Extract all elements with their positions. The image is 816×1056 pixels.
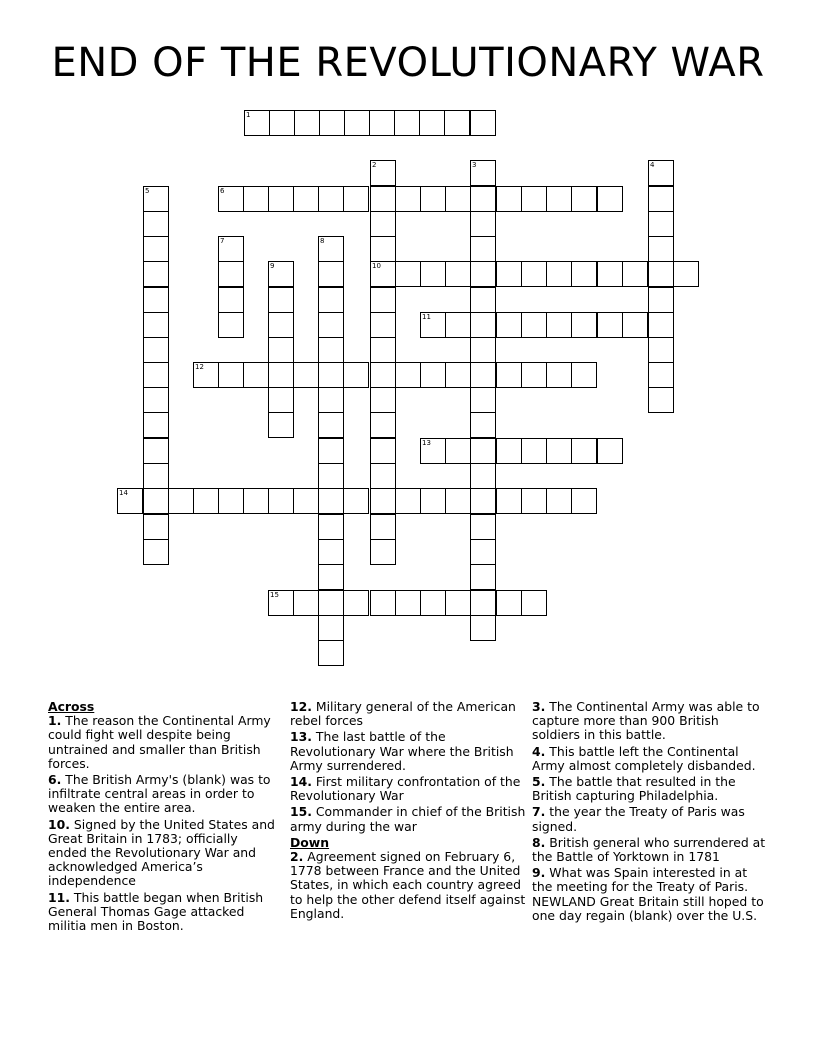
grid-cell[interactable] xyxy=(193,488,219,514)
clue-column-1 xyxy=(48,700,280,935)
grid-cell[interactable] xyxy=(318,261,344,287)
grid-cell[interactable] xyxy=(117,488,143,514)
grid-cell[interactable] xyxy=(496,488,522,514)
grid-cell[interactable] xyxy=(395,261,421,287)
grid-cell[interactable] xyxy=(143,387,169,413)
grid-cell[interactable] xyxy=(318,539,344,565)
clue-number: 11 xyxy=(422,313,431,321)
clue-down-2[interactable]: 2. Agreement signed on February 6, 1778 between France and the United States, in which each country agreed to help the other defend itself against England. xyxy=(290,849,526,921)
grid-cell[interactable] xyxy=(143,438,169,464)
grid-cell[interactable] xyxy=(521,261,547,287)
grid-cell[interactable] xyxy=(496,186,522,212)
grid-cell[interactable] xyxy=(571,186,597,212)
grid-cell[interactable] xyxy=(143,211,169,237)
grid-cell[interactable] xyxy=(546,438,572,464)
grid-cell[interactable] xyxy=(370,463,396,489)
grid-cell[interactable] xyxy=(243,186,269,212)
grid-cell[interactable] xyxy=(143,287,169,313)
grid-cell[interactable] xyxy=(496,438,522,464)
grid-cell[interactable] xyxy=(318,590,344,616)
grid-cell[interactable] xyxy=(370,211,396,237)
grid-cell[interactable] xyxy=(218,261,244,287)
grid-cell[interactable] xyxy=(496,362,522,388)
clue-number: 4 xyxy=(650,161,655,169)
grid-cell[interactable] xyxy=(648,211,674,237)
grid-cell[interactable] xyxy=(546,186,572,212)
clue-number: 14 xyxy=(119,489,128,497)
grid-cell[interactable] xyxy=(470,564,496,590)
grid-cell[interactable] xyxy=(648,337,674,363)
grid-cell[interactable] xyxy=(571,438,597,464)
across-header: Across xyxy=(48,699,95,714)
grid-cell[interactable] xyxy=(370,438,396,464)
grid-cell[interactable] xyxy=(546,261,572,287)
grid-cell[interactable] xyxy=(268,186,294,212)
grid-cell[interactable] xyxy=(470,463,496,489)
grid-cell[interactable] xyxy=(318,312,344,338)
grid-cell[interactable] xyxy=(571,312,597,338)
grid-cell[interactable] xyxy=(218,312,244,338)
clue-number: 7 xyxy=(220,237,225,245)
grid-cell[interactable] xyxy=(293,186,319,212)
grid-cell[interactable] xyxy=(268,312,294,338)
grid-cell[interactable] xyxy=(218,362,244,388)
grid-cell[interactable] xyxy=(370,539,396,565)
clue-across-11[interactable]: 11. This battle began when British General Thomas Gage attacked militia men in Boston. xyxy=(48,889,264,934)
grid-cell[interactable] xyxy=(143,463,169,489)
grid-cell[interactable] xyxy=(470,337,496,363)
clue-across-12[interactable]: 12. Military general of the American rebel forces xyxy=(290,699,516,729)
grid-cell[interactable] xyxy=(648,160,674,186)
grid-cell[interactable] xyxy=(571,362,597,388)
grid-cell[interactable] xyxy=(343,590,369,616)
grid-cell[interactable] xyxy=(218,186,244,212)
clue-number: 8 xyxy=(320,237,325,245)
grid-cell[interactable] xyxy=(268,287,294,313)
clue-number: 9 xyxy=(270,262,275,270)
grid-cell[interactable] xyxy=(268,590,294,616)
grid-cell[interactable] xyxy=(521,312,547,338)
grid-cell[interactable] xyxy=(470,438,496,464)
grid-cell[interactable] xyxy=(546,488,572,514)
grid-cell[interactable] xyxy=(470,590,496,616)
grid-cell[interactable] xyxy=(143,312,169,338)
grid-cell[interactable] xyxy=(470,261,496,287)
grid-cell[interactable] xyxy=(597,438,623,464)
grid-cell[interactable] xyxy=(268,488,294,514)
clue-across-10[interactable]: 10. Signed by the United States and Great Britain in 1783; officially ended the Revolutionary War and acknowledged America’s independence xyxy=(48,816,275,889)
grid-cell[interactable] xyxy=(370,387,396,413)
grid-cell[interactable] xyxy=(597,186,623,212)
grid-cell[interactable] xyxy=(470,186,496,212)
clue-number: 5 xyxy=(145,187,150,195)
grid-cell[interactable] xyxy=(395,590,421,616)
grid-cell[interactable] xyxy=(244,110,270,136)
grid-cell[interactable] xyxy=(318,337,344,363)
grid-cell[interactable] xyxy=(318,387,344,413)
grid-cell[interactable] xyxy=(168,488,194,514)
grid-cell[interactable] xyxy=(394,110,420,136)
clue-number: 1 xyxy=(246,111,251,119)
grid-cell[interactable] xyxy=(420,312,446,338)
clue-number: 13 xyxy=(422,439,431,447)
grid-cell[interactable] xyxy=(268,412,294,438)
grid-cell[interactable] xyxy=(218,236,244,262)
grid-cell[interactable] xyxy=(343,186,369,212)
grid-cell[interactable] xyxy=(370,590,396,616)
clue-column-3 xyxy=(532,700,768,925)
grid-cell[interactable] xyxy=(318,615,344,641)
grid-cell[interactable] xyxy=(143,412,169,438)
clue-down-8[interactable]: 8. British general who surrendered at the Battle of Yorktown in 1781 xyxy=(532,834,766,865)
grid-cell[interactable] xyxy=(269,110,295,136)
grid-cell[interactable] xyxy=(268,261,294,287)
clue-across-13[interactable]: 13. The last battle of the Revolutionary War where the British Army surrendered. xyxy=(290,729,514,773)
grid-cell[interactable] xyxy=(622,261,648,287)
clue-across-1[interactable]: 1. The reason the Continental Army could fight well despite being untrained and smaller than British forces. xyxy=(48,713,271,771)
grid-cell[interactable] xyxy=(496,590,522,616)
grid-cell[interactable] xyxy=(243,488,269,514)
clue-across-6[interactable]: 6. The British Army's (blank) was to infiltrate central areas in order to weaken the entire area. xyxy=(48,772,271,816)
grid-cell[interactable] xyxy=(218,488,244,514)
grid-cell[interactable] xyxy=(470,514,496,540)
grid-cell[interactable] xyxy=(470,362,496,388)
down-header: Down xyxy=(290,834,330,850)
clue-number: 6 xyxy=(220,187,225,195)
grid-cell[interactable] xyxy=(420,590,446,616)
grid-cell[interactable] xyxy=(470,539,496,565)
grid-cell[interactable] xyxy=(470,236,496,262)
grid-cell[interactable] xyxy=(673,261,699,287)
clue-down-9[interactable]: 9. What was Spain interested in at the meeting for the Treaty of Paris. NEWLAND Great Britain still hoped to one day regain (blank) over the U.S. xyxy=(532,865,764,923)
grid-cell[interactable] xyxy=(571,488,597,514)
grid-cell[interactable] xyxy=(343,362,369,388)
grid-cell[interactable] xyxy=(318,236,344,262)
clue-number: 12 xyxy=(195,363,204,371)
grid-cell[interactable] xyxy=(370,488,396,514)
grid-cell[interactable] xyxy=(648,362,674,388)
grid-cell[interactable] xyxy=(268,387,294,413)
grid-cell[interactable] xyxy=(470,160,496,186)
grid-cell[interactable] xyxy=(445,362,471,388)
grid-cell[interactable] xyxy=(521,438,547,464)
grid-cell[interactable] xyxy=(268,337,294,363)
grid-cell[interactable] xyxy=(293,590,319,616)
grid-cell[interactable] xyxy=(370,337,396,363)
clue-number: 2 xyxy=(372,161,377,169)
grid-cell[interactable] xyxy=(143,186,169,212)
grid-cell[interactable] xyxy=(370,160,396,186)
clue-number: 3 xyxy=(472,161,477,169)
grid-cell[interactable] xyxy=(419,110,445,136)
grid-cell[interactable] xyxy=(420,438,446,464)
grid-cell[interactable] xyxy=(470,387,496,413)
grid-cell[interactable] xyxy=(395,362,421,388)
grid-cell[interactable] xyxy=(648,387,674,413)
clue-down-3[interactable]: 3. The Continental Army was able to capture more than 900 British soldiers in this battle. xyxy=(532,699,760,743)
grid-cell[interactable] xyxy=(521,488,547,514)
grid-cell[interactable] xyxy=(470,488,496,514)
clue-number: 10 xyxy=(372,262,381,270)
grid-cell[interactable] xyxy=(395,488,421,514)
grid-cell[interactable] xyxy=(470,615,496,641)
grid-cell[interactable] xyxy=(293,488,319,514)
grid-cell[interactable] xyxy=(648,186,674,212)
grid-cell[interactable] xyxy=(319,110,345,136)
grid-cell[interactable] xyxy=(370,412,396,438)
grid-cell[interactable] xyxy=(521,186,547,212)
grid-cell[interactable] xyxy=(294,110,320,136)
grid-cell[interactable] xyxy=(420,261,446,287)
grid-cell[interactable] xyxy=(318,514,344,540)
grid-cell[interactable] xyxy=(370,312,396,338)
grid-cell[interactable] xyxy=(143,362,169,388)
grid-cell[interactable] xyxy=(318,186,344,212)
grid-cell[interactable] xyxy=(143,236,169,262)
grid-cell[interactable] xyxy=(496,261,522,287)
grid-cell[interactable] xyxy=(243,362,269,388)
grid-cell[interactable] xyxy=(344,110,370,136)
grid-cell[interactable] xyxy=(143,488,169,514)
grid-cell[interactable] xyxy=(521,590,547,616)
grid-cell[interactable] xyxy=(470,287,496,313)
grid-cell[interactable] xyxy=(193,362,219,388)
clue-down-5[interactable]: 5. The battle that resulted in the British capturing Philadelphia. xyxy=(532,774,736,804)
grid-cell[interactable] xyxy=(648,261,674,287)
grid-cell[interactable] xyxy=(445,186,471,212)
grid-cell[interactable] xyxy=(470,211,496,237)
clue-column-2 xyxy=(290,700,526,923)
grid-cell[interactable] xyxy=(318,640,344,666)
grid-cell[interactable] xyxy=(143,261,169,287)
grid-cell[interactable] xyxy=(445,261,471,287)
grid-cell[interactable] xyxy=(546,312,572,338)
grid-cell[interactable] xyxy=(395,186,421,212)
grid-cell[interactable] xyxy=(648,236,674,262)
grid-cell[interactable] xyxy=(571,261,597,287)
grid-cell[interactable] xyxy=(445,312,471,338)
grid-cell[interactable] xyxy=(420,186,446,212)
grid-cell[interactable] xyxy=(293,362,319,388)
grid-cell[interactable] xyxy=(546,362,572,388)
grid-cell[interactable] xyxy=(445,488,471,514)
grid-cell[interactable] xyxy=(470,412,496,438)
grid-cell[interactable] xyxy=(143,539,169,565)
grid-cell[interactable] xyxy=(370,362,396,388)
grid-cell[interactable] xyxy=(143,337,169,363)
grid-cell[interactable] xyxy=(268,362,294,388)
grid-cell[interactable] xyxy=(343,488,369,514)
grid-cell[interactable] xyxy=(370,186,396,212)
clue-across-14[interactable]: 14. First military confrontation of the Revolutionary War xyxy=(290,774,521,804)
grid-cell[interactable] xyxy=(318,488,344,514)
grid-cell[interactable] xyxy=(597,261,623,287)
grid-cell[interactable] xyxy=(370,261,396,287)
grid-cell[interactable] xyxy=(648,312,674,338)
grid-cell[interactable] xyxy=(445,590,471,616)
grid-cell[interactable] xyxy=(369,110,395,136)
grid-cell[interactable] xyxy=(470,312,496,338)
page-title: END OF THE REVOLUTIONARY WAR xyxy=(51,40,765,86)
grid-cell[interactable] xyxy=(648,287,674,313)
grid-cell[interactable] xyxy=(597,312,623,338)
clue-down-4[interactable]: 4. This battle left the Continental Army almost completely disbanded. xyxy=(532,743,756,773)
grid-cell[interactable] xyxy=(370,514,396,540)
grid-cell[interactable] xyxy=(318,438,344,464)
clue-down-7[interactable]: 7. the year the Treaty of Paris was signed. xyxy=(532,804,745,834)
grid-cell[interactable] xyxy=(318,412,344,438)
grid-cell[interactable] xyxy=(420,488,446,514)
clue-across-15[interactable]: 15. Commander in chief of the British army during the war xyxy=(290,804,526,834)
grid-cell[interactable] xyxy=(143,514,169,540)
grid-cell[interactable] xyxy=(318,463,344,489)
grid-cell[interactable] xyxy=(318,362,344,388)
grid-cell[interactable] xyxy=(496,312,522,338)
grid-cell[interactable] xyxy=(444,110,470,136)
grid-cell[interactable] xyxy=(470,110,496,136)
grid-cell[interactable] xyxy=(445,438,471,464)
grid-cell[interactable] xyxy=(622,312,648,338)
grid-cell[interactable] xyxy=(521,362,547,388)
clue-number: 15 xyxy=(270,591,279,599)
grid-cell[interactable] xyxy=(370,236,396,262)
grid-cell[interactable] xyxy=(318,564,344,590)
grid-cell[interactable] xyxy=(318,287,344,313)
grid-cell[interactable] xyxy=(370,287,396,313)
grid-cell[interactable] xyxy=(218,287,244,313)
grid-cell[interactable] xyxy=(420,362,446,388)
